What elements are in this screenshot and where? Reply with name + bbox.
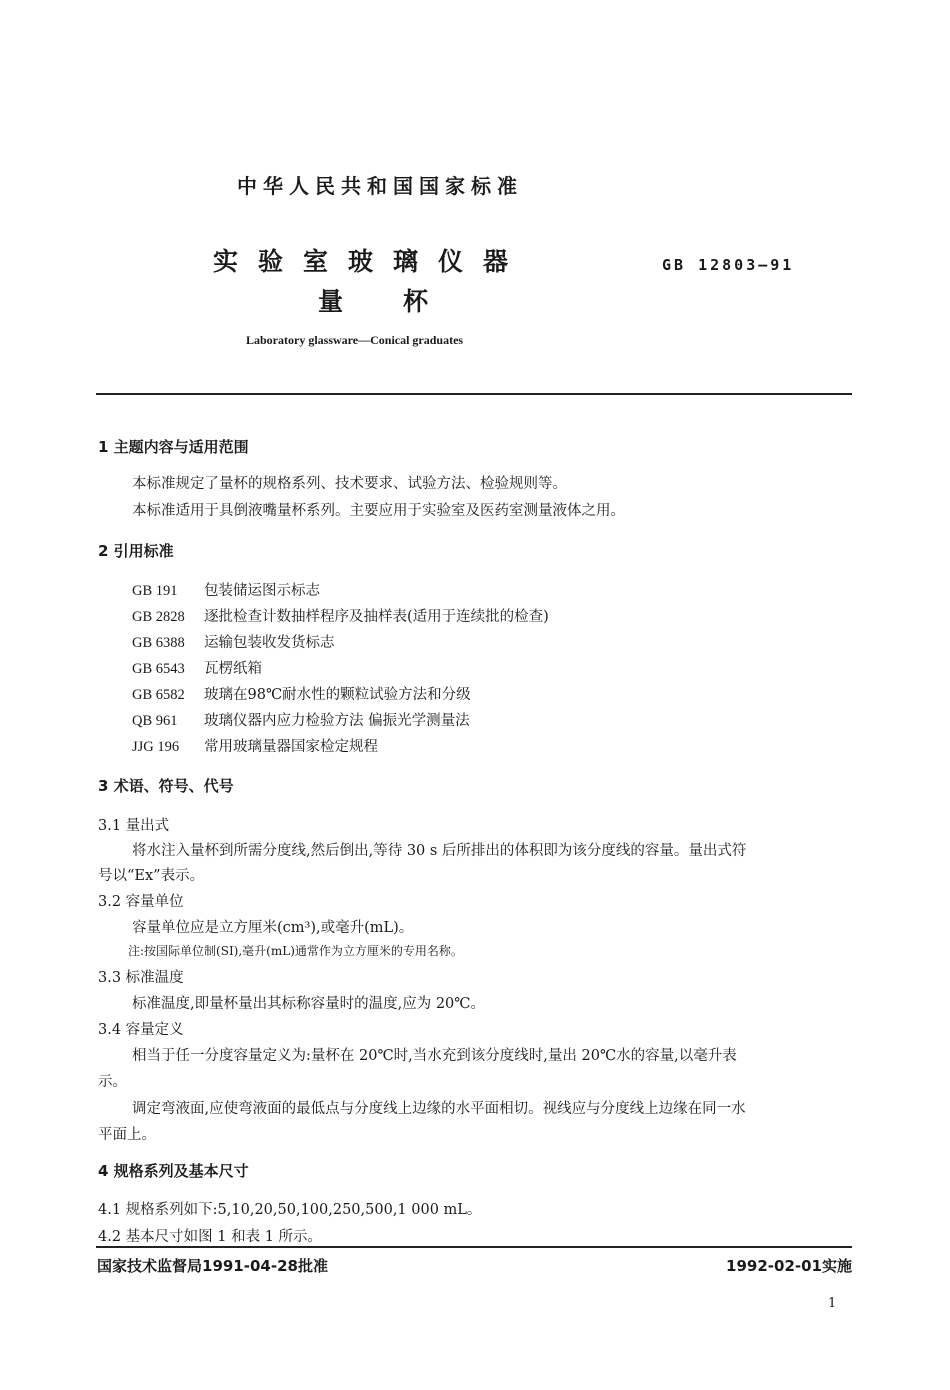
reference-title: 瓦楞纸箱	[204, 661, 262, 677]
reference-code: GB 191	[132, 583, 178, 599]
header-divider	[96, 393, 852, 395]
reference-title: 玻璃仪器内应力检验方法 偏振光学测量法	[204, 713, 470, 729]
reference-code: GB 6582	[132, 687, 185, 703]
section-1-paragraph-2: 本标准适用于具倒液嘴量杯系列。主要应用于实验室及医药室测量液体之用。	[132, 503, 625, 519]
subsection-3-1-title: 3.1 量出式	[98, 818, 170, 834]
section-2-heading: 2 引用标准	[98, 542, 174, 560]
reference-item	[132, 683, 471, 704]
subsection-4-1: 4.1 规格系列如下:5,10,20,50,100,250,500,1 000 mL。	[98, 1202, 482, 1218]
reference-code: QB 961	[132, 713, 178, 729]
reference-title: 包装储运图示标志	[204, 583, 320, 599]
english-title: Laboratory glassware—Conical graduates	[246, 333, 464, 347]
reference-title: 运输包装收发货标志	[204, 635, 335, 651]
subsection-3-1-text-line2: 号以“Ex”表示。	[98, 868, 205, 884]
reference-item	[132, 605, 549, 626]
reference-code: GB 2828	[132, 609, 185, 625]
approval-date: 国家技术监督局1991-04-28批准	[97, 1257, 328, 1275]
subsection-3-2-title: 3.2 容量单位	[98, 894, 184, 910]
reference-item	[132, 709, 470, 730]
subsection-3-1-text-line1: 将水注入量杯到所需分度线,然后倒出,等待 30 s 后所排出的体积即为该分度线的容量。量出式符	[132, 843, 747, 859]
reference-code: JJG 196	[132, 739, 180, 755]
reference-code: GB 6388	[132, 635, 185, 651]
subsection-3-3-text: 标准温度,即量杯量出其标称容量时的温度,应为 20℃。	[132, 996, 485, 1012]
reference-title: 常用玻璃量器国家检定规程	[204, 739, 378, 755]
subsection-3-4-para1-line1: 相当于任一分度容量定义为:量杯在 20℃时,当水充到该分度线时,量出 20℃水的容量,以毫升表	[132, 1048, 737, 1064]
standard-code: GB 12803—91	[662, 256, 795, 274]
subsection-3-4-para2-line1: 调定弯液面,应使弯液面的最低点与分度线上边缘的水平面相切。视线应与分度线上边缘在同一水	[132, 1101, 746, 1117]
subsection-3-2-note: 注:按国际单位制(SI),毫升(mL)通常作为立方厘米的专用名称。	[128, 944, 463, 958]
reference-item	[132, 735, 378, 756]
section-4-heading: 4 规格系列及基本尺寸	[98, 1162, 249, 1180]
standard-type: 中华人民共和国国家标准	[237, 174, 523, 198]
page-number: 1	[828, 1296, 837, 1311]
doc-title-line2: 量杯	[318, 287, 489, 316]
reference-item	[132, 657, 262, 678]
reference-title: 逐批检查计数抽样程序及抽样表(适用于连续批的检查)	[204, 609, 549, 625]
subsection-4-2: 4.2 基本尺寸如图 1 和表 1 所示。	[98, 1229, 323, 1245]
subsection-3-4-para2-line2: 平面上。	[98, 1127, 156, 1143]
section-1-paragraph-1: 本标准规定了量杯的规格系列、技术要求、试验方法、检验规则等。	[132, 476, 567, 492]
footer-divider	[96, 1246, 852, 1248]
reference-item	[132, 631, 335, 652]
subsection-3-4-title: 3.4 容量定义	[98, 1022, 184, 1038]
reference-code: GB 6543	[132, 661, 185, 677]
reference-item	[132, 579, 320, 600]
subsection-3-4-para1-line2: 示。	[98, 1074, 127, 1090]
effective-date: 1992-02-01实施	[726, 1257, 852, 1275]
section-3-heading: 3 术语、符号、代号	[98, 777, 234, 795]
doc-title-line1: 实验室玻璃仪器	[213, 247, 529, 276]
subsection-3-2-text: 容量单位应是立方厘米(cm³),或毫升(mL)。	[132, 920, 414, 936]
subsection-3-3-title: 3.3 标准温度	[98, 970, 184, 986]
section-1-heading: 1 主题内容与适用范围	[98, 438, 249, 456]
reference-title: 玻璃在98℃耐水性的颗粒试验方法和分级	[204, 687, 471, 703]
